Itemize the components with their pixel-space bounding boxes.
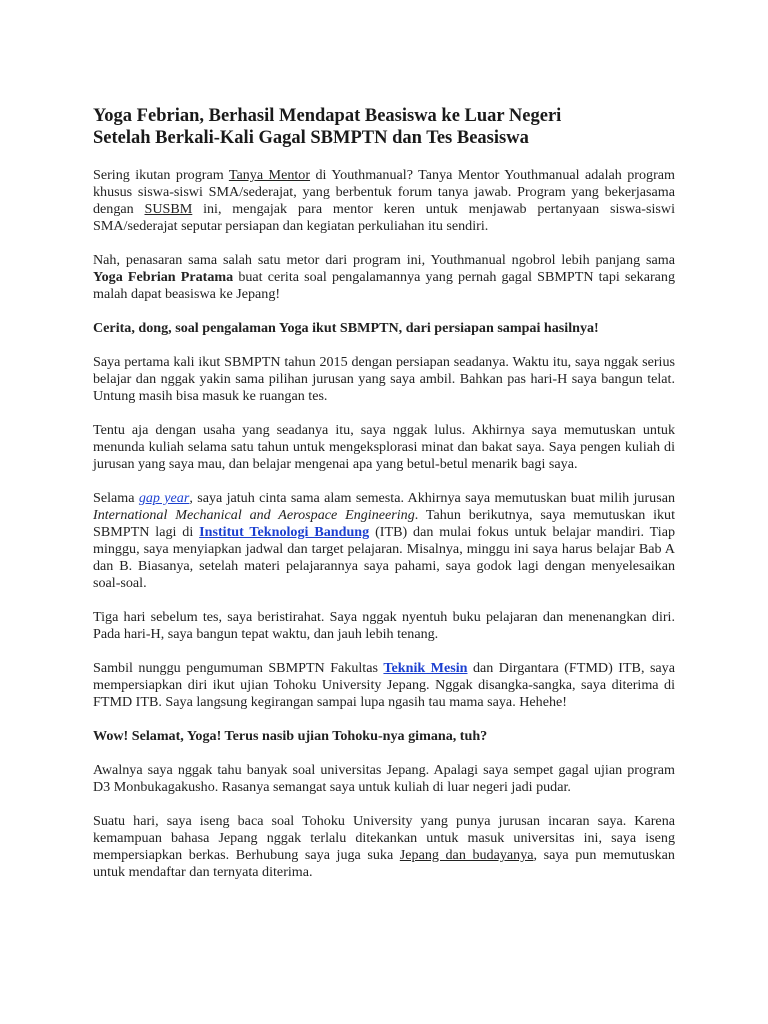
article-title — [93, 105, 675, 149]
text-run: , saya pun memutuskan untuk mendaftar dan ternyata diterima. — [93, 847, 675, 880]
paragraph-intro — [93, 167, 675, 235]
paragraph-6: Tiga hari sebelum tes, saya beristirahat. Saya nggak nyentuh buku pelajaran dan menenangkan diri. Pada hari-H, saya bangun tepat waktu, dan jauh lebih tenang. — [93, 609, 675, 642]
question-1: Cerita, dong, soal pengalaman Yoga ikut SBMPTN, dari persiapan sampai hasilnya! — [93, 320, 599, 336]
tanya-mentor-link[interactable]: Tanya Mentor — [228, 167, 311, 183]
text-run: . Tahun berikutnya, saya memutuskan ikut SBMPTN lagi di — [93, 507, 676, 540]
text-run: Sambil nunggu pengumuman SBMPTN Fakultas — [93, 660, 384, 676]
text-run: Sering ikutan program — [93, 167, 229, 183]
text-run: ini, mengajak para mentor keren untuk menjawab pertanyaan siswa-siswi SMA/sederajat seputar persiapan dan kegiatan perkuliahan itu sendiri. — [93, 201, 675, 234]
text-run: dan Dirgantara (FTMD) ITB, saya mempersiapkan diri ikut ujian Tohoku University Jepang. Nggak disangka-sangka, saya diterima di FTMD ITB. Saya langsung kegirangan sampai lupa ngasih tau mama saya. Hehehe! — [93, 660, 675, 710]
itb-link[interactable]: Institut Teknologi Bandung — [199, 524, 370, 540]
paragraph-4: Tentu aja dengan usaha yang seadanya itu, saya nggak lulus. Akhirnya saya memutuskan untuk menunda kuliah selama satu tahun untuk mengeksplorasi minat dan bakat saya. Saya pengen kuliah di jurusan yang saya mau, dan belajar mengenai apa yang betul-betul menarik bagi saya. — [93, 422, 675, 472]
paragraph-5 — [93, 490, 675, 592]
text-run: Suatu hari, saya iseng baca soal Tohoku University yang punya jurusan incaran saya. Karena kemampuan bahasa Jepang nggak terlalu ditekankan untuk masuk universitas ini, saya iseng mempersiapkan berkas. Berhubung saya juga suka — [93, 813, 675, 863]
title-line-2: Setelah Berkali-Kali Gagal SBMPTN dan Tes Beasiswa — [93, 128, 529, 148]
paragraph-3: Saya pertama kali ikut SBMPTN tahun 2015 dengan persiapan seadanya. Waktu itu, saya nggak serius belajar dan nggak yakin sama pilihan jurusan yang saya ambil. Bahkan pas hari-H saya bangun telat. Untung masih bisa masuk ke ruangan tes. — [93, 354, 675, 404]
susbm-link[interactable]: SUSBM — [144, 201, 193, 217]
text-run: , saya jatuh cinta sama alam semesta. Akhirnya saya memutuskan buat milih jurusan — [189, 490, 676, 506]
title-line-1: Yoga Febrian, Berhasil Mendapat Beasiswa ke Luar Negeri — [93, 106, 562, 126]
text-run: Selama — [93, 490, 139, 506]
article — [93, 105, 675, 898]
text-run: Nah, penasaran sama salah satu metor dari program ini, Youthmanual ngobrol lebih panjang sama — [93, 252, 675, 268]
paragraph-2 — [93, 252, 675, 303]
question-2: Wow! Selamat, Yoga! Terus nasib ujian Tohoku-nya gimana, tuh? — [93, 728, 488, 744]
interviewee-name: Yoga Febrian Pratama — [93, 269, 234, 285]
paragraph-8: Awalnya saya nggak tahu banyak soal universitas Jepang. Apalagi saya sempet gagal ujian program D3 Monbukagakusho. Rasanya semangat saya untuk kuliah di luar negeri jadi pudar. — [93, 762, 675, 795]
paragraph-7 — [93, 660, 675, 711]
text-run: (ITB) dan mulai fokus untuk belajar mandiri. Tiap minggu, saya menyiapkan jadwal dan target pelajaran. Misalnya, minggu ini saya harus belajar Bab A dan B. Biasanya, setelah materi pelajarannya saya pahami, saya godok lagi dengan menyelesaikan soal-soal. — [93, 524, 676, 591]
teknik-mesin-link[interactable]: Teknik Mesin — [383, 660, 468, 676]
jepang-budaya-link[interactable]: Jepang dan budayanya — [399, 847, 534, 863]
paragraph-9 — [93, 813, 675, 881]
text-run: di Youthmanual? Tanya Mentor Youthmanual adalah program khusus siswa-siswi SMA/sederajat, yang berbentuk forum tanya jawab. Program yang bekerjasama dengan — [93, 167, 675, 217]
text-run: buat cerita soal pengalamannya yang pernah gagal SBMPTN tapi sekarang malah dapat beasiswa ke Jepang! — [93, 269, 675, 302]
gap-year-link[interactable]: gap year — [138, 490, 190, 506]
major-name: International Mechanical and Aerospace Engineering — [93, 507, 415, 523]
